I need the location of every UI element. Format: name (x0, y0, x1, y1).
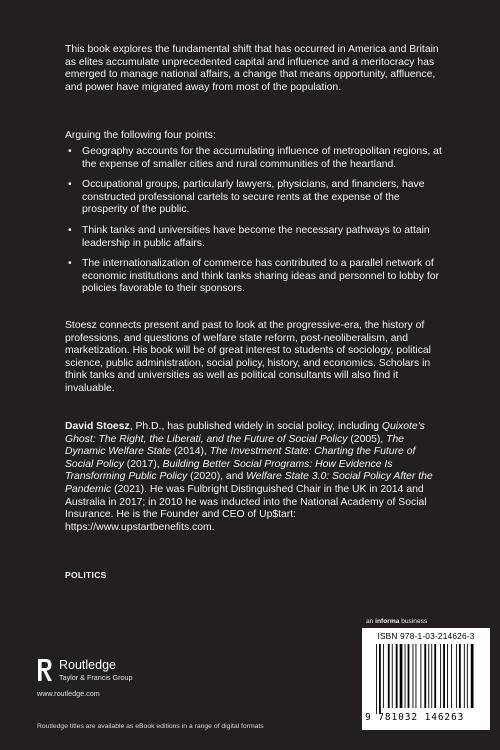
points-list (65, 146, 445, 304)
blurb-intro: This book explores the fundamental shift that has occurred in America and Britain as elites accumulate unprecedented capital and influence and a meritocracy has emerged to manage national affairs, a change that means opportunity, affluence, and power have migrated away from most of the population. (65, 44, 439, 93)
bio-text: (2014), (171, 446, 210, 458)
barcode-box (362, 628, 490, 730)
points-lead: Arguing the following four points: (65, 130, 216, 141)
book-title: Building Better Social Programs: How Evidence Is Transforming Public Policy (65, 458, 393, 483)
category-label: POLITICS (65, 570, 107, 580)
author-bio (65, 421, 443, 534)
routledge-r-icon (37, 658, 53, 682)
barcode-digits: 9 781032 146263 (365, 712, 465, 723)
bio-text: (2020), and (187, 471, 247, 483)
book-title: The Dynamic Welfare State (65, 433, 405, 458)
bio-text: , Ph.D., has published widely in social policy, including (129, 421, 382, 432)
list-item: • Think tanks and universities have become the necessary pathways to attain leadership in public affairs. (65, 225, 445, 250)
book-title: The Investment State: Charting the Future of Social Policy (65, 446, 416, 470)
publisher-group: Taylor & Francis Group (59, 673, 133, 682)
informa-prefix: an (366, 618, 376, 625)
barcode-icon (376, 644, 476, 714)
list-item: • The internationalization of commerce has contributed to a parallel network of economic institutions and think tanks sharing ideas and personnel to lobby for policies favorable to their sponsors. (65, 258, 445, 296)
informa-suffix: business (399, 618, 428, 625)
isbn-label: ISBN 978-1-03-214626-3 (377, 631, 475, 641)
author-name: David Stoesz (65, 421, 130, 432)
informa-tagline (366, 618, 427, 625)
bio-text: (2021). He was Fulbright Distinguished Chair in the UK in 2014 and Australia in 2017; in 2010 he was inducted into the National Academy of Social Insurance. He is the Founder and CEO of Up$tart: https://www.upstartbenefits.com. (65, 483, 427, 533)
book-title: Quixote's Ghost: The Right, the Liberati, and the Future of Social Policy (65, 421, 425, 445)
list-item: • Occupational groups, particularly lawyers, physicians, and financiers, have constructed professional cartels to secure rents at the expense of the prosperity of the public. (65, 179, 445, 217)
list-item: • Geography accounts for the accumulating influence of metropolitan regions, at the expense of smaller cities and rural communities of the heartland. (65, 146, 445, 171)
bio-text: (2005), (347, 433, 387, 445)
book-title: Welfare State 3.0: Social Policy After the Pandemic (65, 471, 433, 495)
publisher-name: Routledge (59, 658, 116, 672)
bio-text: (2017), (123, 458, 163, 470)
informa-brand: informa (375, 618, 400, 625)
ebook-note: Routledge titles are available as eBook editions in a range of digital formats (37, 723, 264, 730)
blurb-closing: Stoesz connects present and past to look at the progressive-era, the history of professions, and questions of welfare state reform, post-neoliberalism, and marketization. His book will be of great interest to students of sociology, political science, public administration, social policy, history, and economics. Scholars in think tanks and universities as well as political consultants will also find it invaluable. (65, 320, 431, 394)
publisher-website: www.routledge.com (37, 689, 100, 698)
